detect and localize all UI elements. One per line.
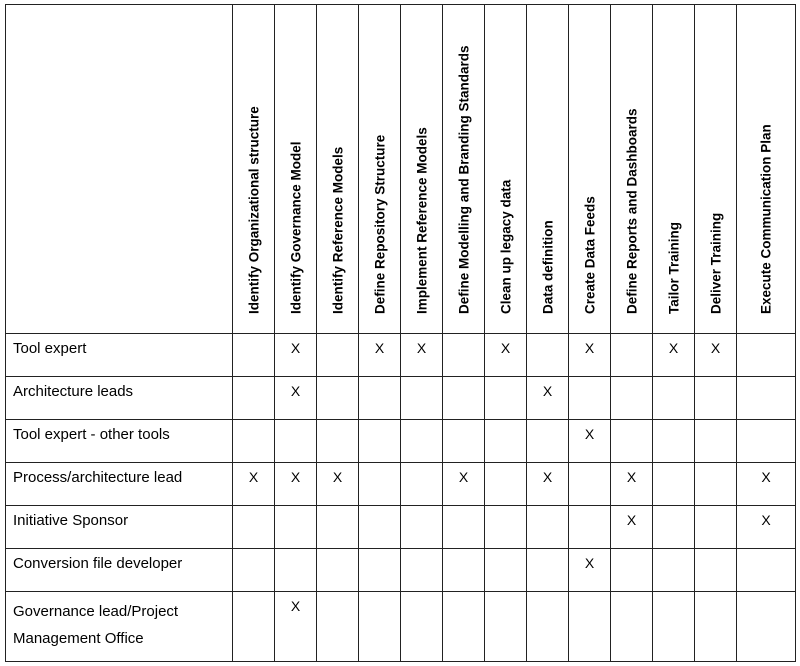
matrix-cell: X — [737, 463, 796, 506]
column-header-label: Execute Communication Plan — [758, 124, 774, 314]
matrix-cell: X — [317, 463, 359, 506]
matrix-cell — [233, 377, 275, 420]
matrix-cell: X — [275, 463, 317, 506]
role-label: Tool expert - other tools — [6, 420, 233, 463]
matrix-cell — [737, 334, 796, 377]
matrix-cell: X — [275, 377, 317, 420]
matrix-cell — [401, 463, 443, 506]
table-row — [6, 592, 796, 662]
matrix-cell — [485, 549, 527, 592]
matrix-cell — [653, 506, 695, 549]
matrix-cell — [527, 506, 569, 549]
column-header-label: Define Modelling and Branding Standards — [456, 45, 471, 314]
role-label: Conversion file developer — [6, 549, 233, 592]
matrix-cell — [527, 420, 569, 463]
role-label: Initiative Sponsor — [6, 506, 233, 549]
matrix-cell — [653, 463, 695, 506]
matrix-cell — [485, 463, 527, 506]
column-header — [317, 5, 359, 334]
table-row — [6, 334, 796, 377]
corner-cell — [6, 5, 233, 334]
matrix-cell: X — [569, 549, 611, 592]
column-header-label: Implement Reference Models — [414, 127, 429, 314]
matrix-cell — [443, 334, 485, 377]
column-header — [695, 5, 737, 334]
matrix-cell — [695, 549, 737, 592]
matrix-cell — [653, 592, 695, 662]
matrix-cell: X — [485, 334, 527, 377]
table-row — [6, 506, 796, 549]
matrix-cell — [611, 334, 653, 377]
matrix-cell: X — [569, 420, 611, 463]
matrix-cell — [359, 592, 401, 662]
column-header — [611, 5, 653, 334]
column-header-label: Identify Reference Models — [330, 146, 345, 314]
matrix-cell — [443, 420, 485, 463]
column-header-label: Tailor Training — [666, 221, 681, 314]
role-label: Governance lead/Project Management Office — [6, 592, 233, 662]
column-header-label: Data definition — [540, 220, 555, 314]
matrix-cell — [317, 506, 359, 549]
matrix-cell — [317, 592, 359, 662]
matrix-cell — [569, 592, 611, 662]
column-header — [233, 5, 275, 334]
matrix-cell — [317, 377, 359, 420]
header-row — [6, 5, 796, 334]
matrix-cell — [233, 420, 275, 463]
matrix-cell: X — [569, 334, 611, 377]
matrix-cell: X — [275, 592, 317, 662]
column-header-label: Identify Organizational structure — [246, 106, 261, 314]
matrix-cell — [401, 377, 443, 420]
matrix-cell — [653, 377, 695, 420]
matrix-cell — [611, 549, 653, 592]
matrix-cell — [695, 420, 737, 463]
matrix-cell: X — [737, 506, 796, 549]
matrix-cell: X — [359, 334, 401, 377]
matrix-cell — [275, 506, 317, 549]
matrix-cell — [401, 592, 443, 662]
matrix-cell: X — [527, 463, 569, 506]
matrix-cell: X — [653, 334, 695, 377]
role-label: Architecture leads — [6, 377, 233, 420]
matrix-cell: X — [611, 463, 653, 506]
matrix-cell — [527, 549, 569, 592]
matrix-cell — [443, 549, 485, 592]
matrix-cell — [317, 420, 359, 463]
matrix-cell — [611, 592, 653, 662]
matrix-cell — [233, 549, 275, 592]
column-header — [359, 5, 401, 334]
role-label: Process/architecture lead — [6, 463, 233, 506]
matrix-cell — [233, 334, 275, 377]
matrix-cell — [485, 506, 527, 549]
matrix-cell — [737, 549, 796, 592]
column-header-label: Deliver Training — [708, 212, 723, 314]
matrix-cell — [569, 506, 611, 549]
table-row — [6, 420, 796, 463]
matrix-cell — [653, 549, 695, 592]
column-header — [443, 5, 485, 334]
matrix-cell — [653, 420, 695, 463]
matrix-cell — [359, 506, 401, 549]
matrix-cell — [485, 377, 527, 420]
matrix-cell: X — [527, 377, 569, 420]
matrix-cell — [737, 592, 796, 662]
table-row — [6, 463, 796, 506]
matrix-cell — [527, 592, 569, 662]
matrix-cell: X — [233, 463, 275, 506]
matrix-cell — [527, 334, 569, 377]
matrix-cell — [485, 420, 527, 463]
column-header — [485, 5, 527, 334]
matrix-cell: X — [443, 463, 485, 506]
matrix-cell — [275, 420, 317, 463]
matrix-cell — [737, 420, 796, 463]
matrix-cell: X — [695, 334, 737, 377]
matrix-cell — [359, 420, 401, 463]
matrix-cell — [443, 592, 485, 662]
column-header — [653, 5, 695, 334]
column-header-label: Define Repository Structure — [372, 134, 387, 314]
column-header-label: Clean up legacy data — [498, 179, 513, 314]
matrix-cell — [695, 506, 737, 549]
matrix-cell — [695, 377, 737, 420]
table-row — [6, 549, 796, 592]
matrix-cell — [737, 377, 796, 420]
matrix-cell — [443, 377, 485, 420]
matrix-cell — [401, 506, 443, 549]
matrix-cell — [569, 377, 611, 420]
matrix-cell — [275, 549, 317, 592]
matrix-cell — [569, 463, 611, 506]
matrix-cell — [359, 463, 401, 506]
matrix-cell — [611, 420, 653, 463]
column-header — [569, 5, 611, 334]
column-header-label: Identify Governance Model — [288, 141, 303, 314]
matrix-cell — [359, 549, 401, 592]
responsibility-matrix — [5, 4, 796, 662]
matrix-cell — [359, 377, 401, 420]
column-header — [737, 5, 796, 334]
matrix-cell: X — [401, 334, 443, 377]
matrix-cell — [317, 334, 359, 377]
matrix-cell — [401, 420, 443, 463]
matrix-cell — [485, 592, 527, 662]
role-label: Tool expert — [6, 334, 233, 377]
matrix-cell — [233, 592, 275, 662]
matrix-cell: X — [611, 506, 653, 549]
column-header-label: Define Reports and Dashboards — [624, 108, 639, 314]
matrix-cell: X — [275, 334, 317, 377]
matrix-cell — [695, 592, 737, 662]
matrix-cell — [611, 377, 653, 420]
matrix-cell — [233, 506, 275, 549]
column-header-label: Create Data Feeds — [582, 196, 597, 314]
column-header — [401, 5, 443, 334]
matrix-cell — [695, 463, 737, 506]
matrix-cell — [401, 549, 443, 592]
table-row — [6, 377, 796, 420]
column-header — [527, 5, 569, 334]
column-header — [275, 5, 317, 334]
matrix-cell — [317, 549, 359, 592]
matrix-cell — [443, 506, 485, 549]
